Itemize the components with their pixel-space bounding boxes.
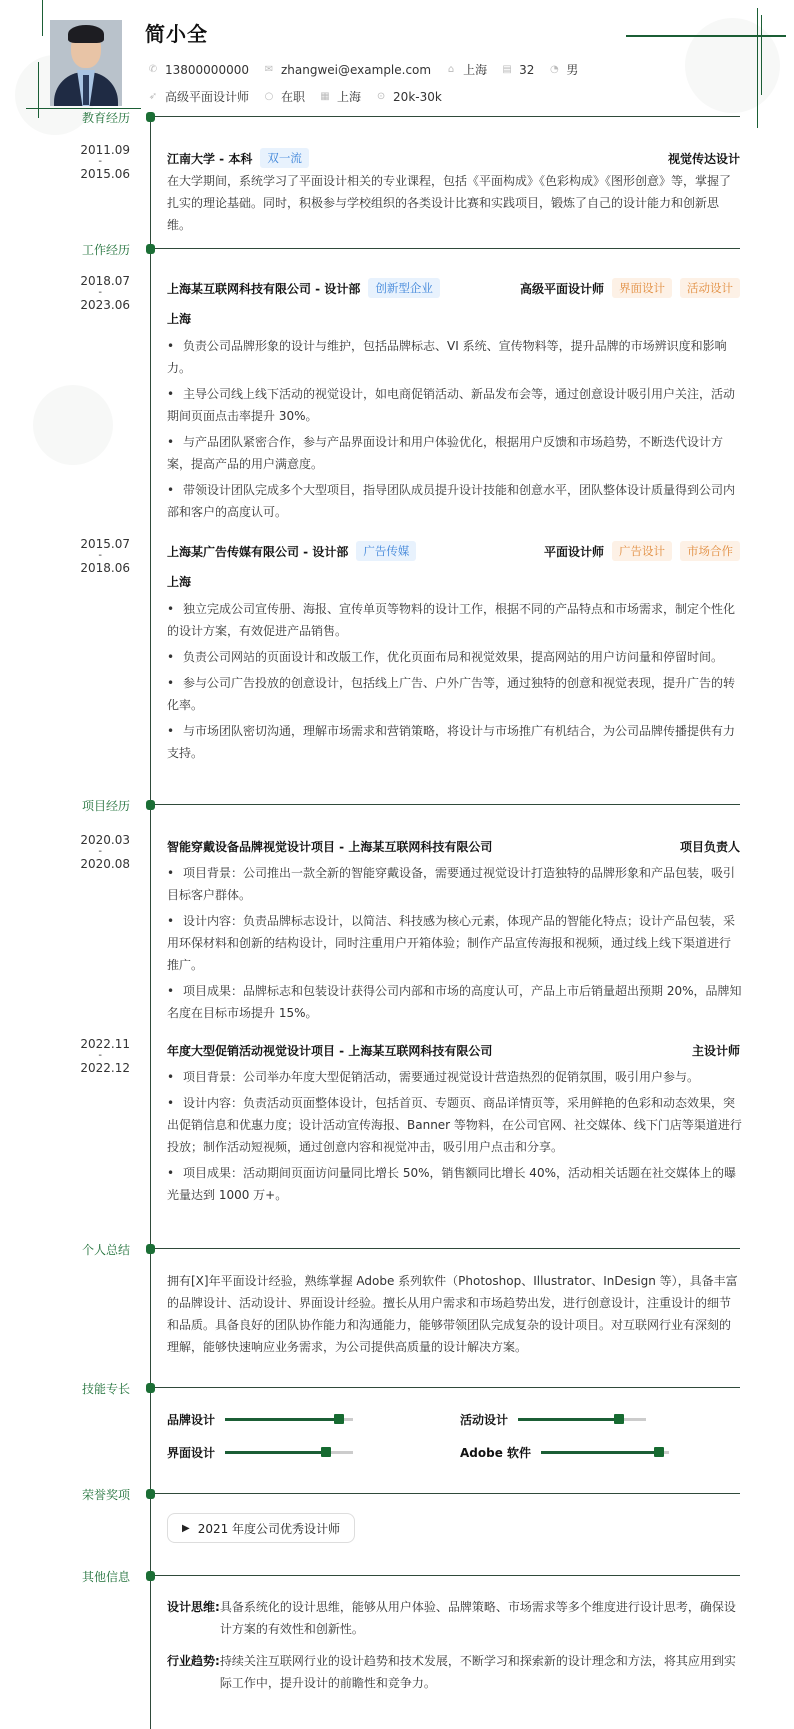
project-header bbox=[167, 838, 740, 855]
timeline-line bbox=[150, 115, 151, 1729]
section-title-projects: 项目经历 bbox=[81, 799, 130, 813]
company-name: 上海某互联网科技有限公司 - 设计部 bbox=[167, 281, 361, 296]
education-date: 2011.09 - 2015.06 bbox=[80, 143, 130, 181]
decor-circle bbox=[33, 385, 113, 465]
section-title-skills: 技能专长 bbox=[81, 1382, 130, 1396]
skill-item bbox=[167, 1411, 353, 1428]
award-label: 2021 年度公司优秀设计师 bbox=[197, 1521, 341, 1536]
triangle-right-icon: ▶ bbox=[182, 1522, 190, 1534]
company-name: 上海某广告传媒有限公司 - 设计部 bbox=[167, 544, 349, 559]
skill-tag: 广告设计 bbox=[612, 541, 672, 561]
work-location: 上海 bbox=[167, 312, 192, 326]
list-item: • 项目背景：公司推出一款全新的智能穿戴设备，需要通过视觉设计打造独特的品牌形象和产品包装，吸引目标客户群体。 bbox=[167, 862, 742, 906]
list-item: • 项目成果：品牌标志和包装设计获得公司内部和市场的高度认可，产品上市后销量超出预期 20%，品牌知名度在目标市场提升 15%。 bbox=[167, 980, 742, 1024]
list-item: • 主导公司线上线下活动的视觉设计，如电商促销活动、新品发布会等，通过创意设计吸引用户关注，活动期间页面点击率提升 30%。 bbox=[167, 383, 742, 427]
section-divider bbox=[155, 1387, 740, 1388]
salary-icon: ⊙ bbox=[376, 90, 386, 102]
decor-line bbox=[761, 15, 762, 95]
position-value: 高级平面设计师 bbox=[165, 90, 250, 104]
section-title-other: 其他信息 bbox=[81, 1570, 130, 1584]
section-title-education: 教育经历 bbox=[81, 111, 130, 125]
decor-line bbox=[38, 62, 39, 118]
work-date: 2018.07 - 2023.06 bbox=[80, 274, 130, 312]
skill-item bbox=[460, 1444, 669, 1461]
decor-line bbox=[626, 35, 786, 37]
avatar bbox=[50, 20, 122, 106]
email-item bbox=[263, 63, 431, 77]
school-name: 江南大学 - 本科 bbox=[167, 151, 253, 166]
list-item: • 负责公司网站的页面设计和改版工作，优化页面布局和视觉效果，提高网站的用户访问量和停留时间。 bbox=[167, 646, 742, 668]
age-item bbox=[501, 63, 534, 77]
list-item: • 与市场团队密切沟通，理解市场需求和营销策略，将设计与市场推广有机结合，为公司品牌传播提供有力支持。 bbox=[167, 720, 742, 764]
skill-thumb bbox=[334, 1414, 344, 1424]
email-value: zhangwei@example.com bbox=[280, 62, 432, 77]
company-tag: 广告传媒 bbox=[356, 541, 416, 561]
section-divider bbox=[155, 116, 740, 117]
skill-name: Adobe 软件 bbox=[460, 1446, 532, 1460]
list-item: • 项目背景：公司举办年度大型促销活动，需要通过视觉设计营造热烈的促销氛围，吸引用户参与。 bbox=[167, 1066, 742, 1088]
gender-item bbox=[548, 61, 578, 78]
project-bullets bbox=[167, 1066, 742, 1210]
list-item: • 参与公司广告投放的创意设计，包括线上广告、户外广告等，通过独特的创意和视觉表现，提升广告的转化率。 bbox=[167, 672, 742, 716]
send-icon: ➶ bbox=[148, 90, 158, 102]
skill-thumb bbox=[654, 1447, 664, 1457]
section-dot bbox=[146, 1244, 155, 1254]
section-divider bbox=[155, 1493, 740, 1494]
skill-bar bbox=[225, 1418, 353, 1421]
intention-row bbox=[147, 88, 456, 105]
contact-row bbox=[147, 61, 592, 78]
section-divider bbox=[155, 1575, 740, 1576]
project-date: 2020.03 - 2020.08 bbox=[80, 833, 130, 871]
other-item bbox=[167, 1650, 742, 1694]
project-role: 主设计师 bbox=[691, 1044, 740, 1058]
list-item: • 独立完成公司宣传册、海报、宣传单页等物料的设计工作，根据不同的产品特点和市场需求，制定个性化的设计方案，有效促进产品销售。 bbox=[167, 598, 742, 642]
project-date: 2022.11 - 2022.12 bbox=[80, 1037, 130, 1075]
work-date: 2015.07 - 2018.06 bbox=[80, 537, 130, 575]
school-tag: 双一流 bbox=[260, 148, 309, 168]
skill-bar bbox=[541, 1451, 669, 1454]
city-item bbox=[319, 88, 361, 105]
other-text: 持续关注互联网行业的设计趋势和技术发展，不断学习和探索新的设计理念和方法，将其应用到实际工作中，提升设计的前瞻性和竞争力。 bbox=[219, 1654, 736, 1690]
location-item bbox=[445, 61, 487, 78]
calendar-icon: ▤ bbox=[502, 63, 512, 75]
decor-circle bbox=[685, 18, 780, 113]
salary-value: 20k-30k bbox=[393, 89, 442, 104]
summary-text: 拥有[X]年平面设计经验，熟练掌握 Adobe 系列软件（Photoshop、Illustrator、InDesign 等），具备丰富的品牌设计、活动设计、界面设计经验。擅长从用户需求和市场趋势出发，进行创意设计，注重设计的细节和品质。具备良好的团队协作能力和沟通能力，能够带领团队完成复杂的设计项目。对互联网行业有深刻的理解，能够快速响应业务需求，为公司提供高质量的设计解决方案。 bbox=[167, 1274, 738, 1354]
section-dot bbox=[146, 244, 155, 254]
mail-icon: ✉ bbox=[264, 63, 274, 75]
section-divider bbox=[155, 804, 740, 805]
section-divider bbox=[155, 248, 740, 249]
other-label: 行业趋势: bbox=[167, 1654, 220, 1668]
section-title-summary: 个人总结 bbox=[81, 1243, 130, 1257]
home-icon: ⌂ bbox=[447, 63, 455, 75]
education-description: 在大学期间，系统学习了平面设计相关的专业课程，包括《平面构成》《色彩构成》《图形创意》等，掌握了扎实的理论基础。同时，积极参与学校组织的各类设计比赛和实践项目，锻炼了自己的设计能力和创新思维。 bbox=[167, 174, 732, 232]
location-value: 上海 bbox=[463, 63, 488, 77]
salary-item bbox=[375, 90, 442, 104]
gender-value: 男 bbox=[566, 63, 579, 77]
age-value: 32 bbox=[519, 62, 535, 77]
status-value: 在职 bbox=[281, 90, 306, 104]
list-item: • 带领设计团队完成多个大型项目，指导团队成员提升设计技能和创意水平，团队整体设计质量得到公司内部和客户的高度认可。 bbox=[167, 479, 742, 523]
status-icon: ○ bbox=[264, 90, 274, 102]
skill-thumb bbox=[321, 1447, 331, 1457]
skill-tag: 界面设计 bbox=[612, 278, 672, 298]
other-item bbox=[167, 1596, 742, 1640]
section-dot bbox=[146, 800, 155, 810]
status-item bbox=[263, 88, 305, 105]
list-item: • 与产品团队紧密合作，参与产品界面设计和用户体验优化，根据用户反馈和市场趋势，不断迭代设计方案，提高产品的用户满意度。 bbox=[167, 431, 742, 475]
candidate-name: 简小全 bbox=[145, 22, 208, 46]
job-title: 平面设计师 bbox=[543, 544, 604, 559]
major: 视觉传达设计 bbox=[667, 151, 740, 166]
project-bullets bbox=[167, 862, 742, 1028]
project-name: 年度大型促销活动视觉设计项目 - 上海某互联网科技有限公司 bbox=[167, 1044, 493, 1058]
skill-item bbox=[167, 1444, 353, 1461]
phone-icon: ✆ bbox=[148, 63, 158, 75]
position-item bbox=[147, 88, 249, 105]
project-name: 智能穿戴设备品牌视觉设计项目 - 上海某互联网科技有限公司 bbox=[167, 840, 493, 854]
work-header bbox=[167, 541, 740, 561]
skill-name: 活动设计 bbox=[460, 1413, 509, 1427]
job-title: 高级平面设计师 bbox=[519, 281, 604, 296]
education-header bbox=[167, 148, 740, 168]
work-header bbox=[167, 278, 740, 298]
skill-name: 界面设计 bbox=[167, 1446, 216, 1460]
gender-icon: ◔ bbox=[550, 63, 559, 75]
other-label: 设计思维: bbox=[167, 1600, 220, 1614]
phone-item bbox=[147, 63, 249, 77]
project-role: 项目负责人 bbox=[679, 840, 740, 854]
decor-line bbox=[757, 8, 758, 128]
section-divider bbox=[155, 1248, 740, 1249]
skill-name: 品牌设计 bbox=[167, 1413, 216, 1427]
section-title-awards: 荣誉奖项 bbox=[81, 1488, 130, 1502]
section-dot bbox=[146, 1383, 155, 1393]
work-bullets bbox=[167, 335, 742, 527]
work-location: 上海 bbox=[167, 575, 192, 589]
skill-tag: 活动设计 bbox=[680, 278, 740, 298]
building-icon: ▦ bbox=[320, 90, 330, 102]
list-item: • 设计内容：负责活动页面整体设计，包括首页、专题页、商品详情页等，采用鲜艳的色彩和动态效果，突出促销信息和优惠力度；设计活动宣传海报、Banner 等物料，在公司官网、社交媒体、线下门店等渠道进行投放；制作活动短视频，通过创意内容和视觉冲击，吸引用户点击和分享。 bbox=[167, 1092, 742, 1158]
project-header bbox=[167, 1042, 740, 1059]
list-item: • 设计内容：负责品牌标志设计，以简洁、科技感为核心元素，体现产品的智能化特点；设计产品包装，采用环保材料和创新的结构设计，同时注重用户开箱体验；制作产品宣传海报和视频，通过线上线下渠道进行推广。 bbox=[167, 910, 742, 976]
section-title-work: 工作经历 bbox=[81, 243, 130, 257]
skill-bar bbox=[225, 1451, 353, 1454]
section-dot bbox=[146, 1489, 155, 1499]
city-value: 上海 bbox=[337, 90, 362, 104]
decor-line bbox=[42, 0, 43, 36]
other-text: 具备系统化的设计思维，能够从用户体验、品牌策略、市场需求等多个维度进行设计思考，确保设计方案的有效性和创新性。 bbox=[219, 1600, 736, 1636]
work-bullets bbox=[167, 598, 742, 768]
skill-item bbox=[460, 1411, 646, 1428]
skill-bar bbox=[518, 1418, 646, 1421]
section-dot bbox=[146, 1571, 155, 1581]
list-item: • 项目成果：活动期间页面访问量同比增长 50%，销售额同比增长 40%，活动相关话题在社交媒体上的曝光量达到 1000 万+。 bbox=[167, 1162, 742, 1206]
list-item: • 负责公司品牌形象的设计与维护，包括品牌标志、VI 系统、宣传物料等，提升品牌的市场辨识度和影响力。 bbox=[167, 335, 742, 379]
award-item[interactable] bbox=[167, 1513, 355, 1543]
phone-value: 13800000000 bbox=[165, 62, 249, 77]
skill-thumb bbox=[614, 1414, 624, 1424]
company-tag: 创新型企业 bbox=[368, 278, 440, 298]
skill-tag: 市场合作 bbox=[680, 541, 740, 561]
section-dot bbox=[146, 112, 155, 122]
